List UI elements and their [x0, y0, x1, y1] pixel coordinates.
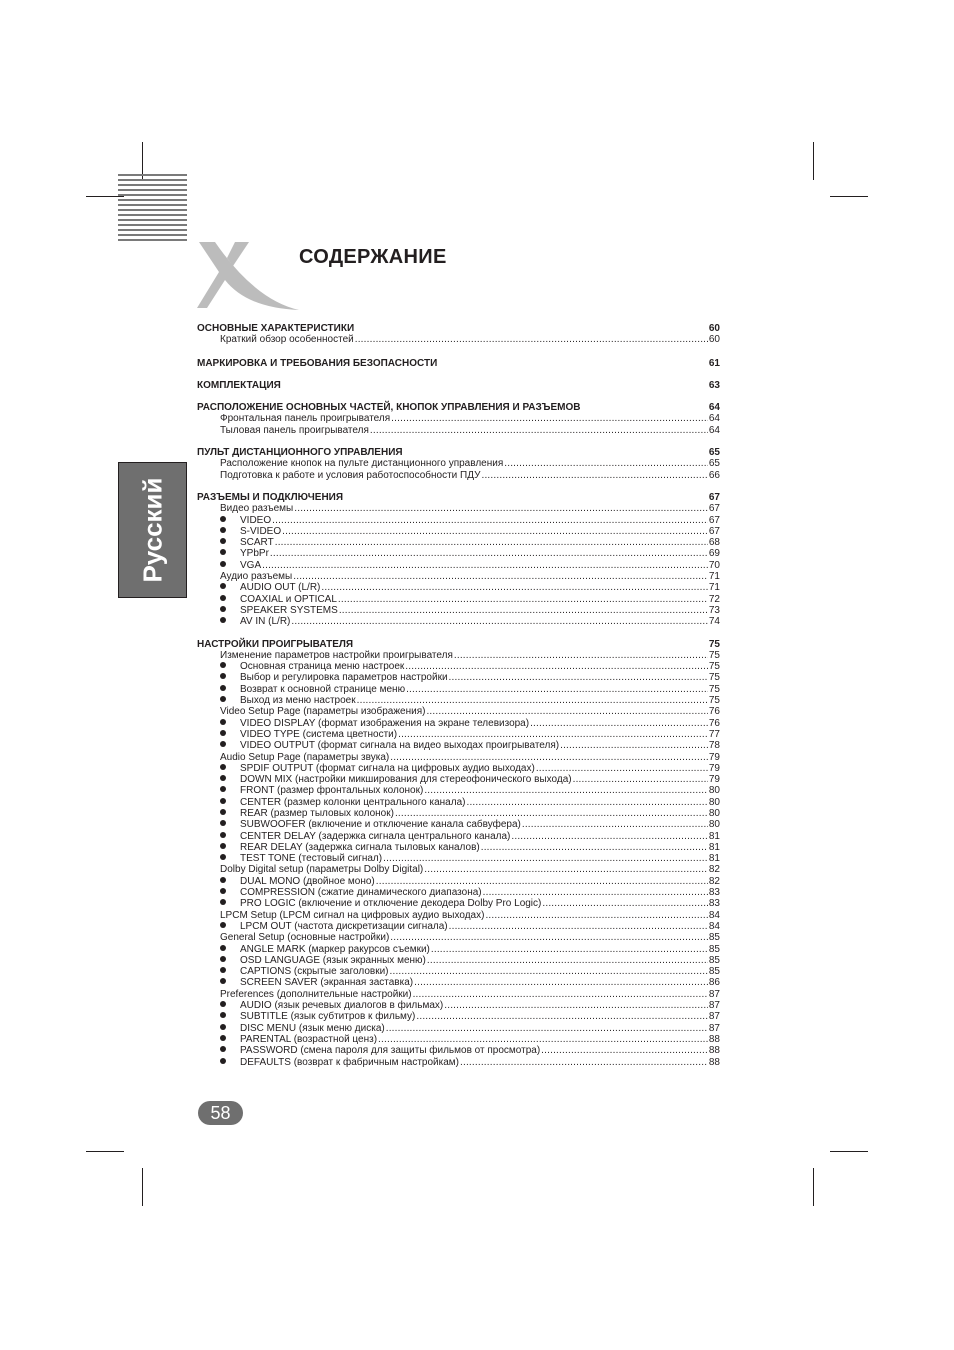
dot-leader — [481, 470, 707, 481]
bullet-icon — [220, 696, 226, 702]
toc-section-title: РАЗЪЕМЫ И ПОДКЛЮЧЕНИЯ — [197, 491, 344, 503]
dot-leader — [378, 1034, 708, 1045]
toc-page-number: 87 — [708, 1022, 720, 1034]
bullet-icon — [220, 922, 226, 928]
toc-entry-label: YPbPr — [240, 548, 269, 560]
toc-entry-label: AUDIO OUT (L/R) — [240, 582, 321, 594]
toc-entry-label: SCREEN SAVER (экранная заставка) — [240, 977, 414, 989]
toc-page-number: 81 — [708, 841, 720, 853]
toc-page-number: 85 — [708, 943, 720, 955]
toc-page-number: 72 — [708, 593, 720, 605]
toc-entry-label: Возврат к основной странице меню — [240, 683, 406, 695]
toc-page-number: 78 — [708, 740, 720, 752]
bullet-icon — [220, 786, 226, 792]
dot-leader — [357, 695, 708, 706]
toc-page-number: 79 — [708, 774, 720, 786]
toc-entry-label: OSD LANGUAGE (язык экранных меню) — [240, 954, 426, 966]
toc-section[interactable] — [197, 402, 720, 413]
toc-entry-label: LPCM OUT (частота дискретизации сигнала) — [240, 920, 448, 932]
page-number-badge: 58 — [198, 1101, 243, 1125]
dot-leader — [294, 503, 708, 514]
toc-entry[interactable] — [197, 864, 720, 875]
bullet-icon — [220, 1024, 226, 1030]
toc-page-number: 71 — [708, 582, 720, 594]
toc-page-number: 79 — [708, 762, 720, 774]
toc-bullet-entry[interactable] — [197, 548, 720, 559]
toc-entry-label: SCART — [240, 537, 274, 549]
toc-entry-label: Изменение параметров настройки проигрывателя — [220, 649, 453, 661]
bullet-icon — [220, 1001, 226, 1007]
bullet-icon — [220, 583, 226, 589]
toc-entry-label: VIDEO OUTPUT (формат сигнала на видео выходах проигрывателя) — [240, 740, 560, 752]
toc-page-number: 81 — [708, 830, 720, 842]
bullet-icon — [220, 764, 226, 770]
bullet-icon — [220, 549, 226, 555]
toc-entry-label: COAXIAL и OPTICAL — [240, 593, 337, 605]
toc-bullet-entry[interactable] — [197, 819, 720, 830]
toc-entry[interactable] — [197, 334, 720, 345]
toc-entry-label: Расположение кнопок на пульте дистанционного управления — [220, 458, 504, 470]
toc-page-number: 85 — [708, 932, 720, 944]
dot-leader — [504, 458, 708, 469]
toc-bullet-entry[interactable] — [197, 808, 720, 819]
x-brand-logo-icon — [195, 238, 303, 314]
toc-entry-label: VGA — [240, 559, 262, 571]
toc-bullet-entry[interactable] — [197, 1057, 720, 1068]
crop-mark — [813, 1168, 814, 1206]
toc-entry[interactable] — [197, 650, 720, 661]
toc-entry[interactable] — [197, 571, 720, 582]
toc-bullet-entry[interactable] — [197, 515, 720, 526]
toc-entry[interactable] — [197, 413, 720, 424]
dot-leader — [426, 706, 707, 717]
toc-bullet-entry[interactable] — [197, 537, 720, 548]
bullet-icon — [220, 719, 226, 725]
dot-leader — [460, 1057, 708, 1068]
toc-page-number: 60 — [708, 334, 720, 346]
toc-page-number: 87 — [708, 1011, 720, 1023]
toc-page-number: 88 — [708, 1045, 720, 1057]
dot-leader — [390, 932, 708, 943]
dot-leader — [483, 887, 708, 898]
page-title: СОДЕРЖАНИЕ — [299, 246, 447, 268]
dot-leader — [398, 729, 708, 740]
bullet-icon — [220, 888, 226, 894]
toc-section[interactable] — [197, 639, 720, 650]
dot-leader — [383, 853, 708, 864]
toc-entry-label: CENTER (размер колонки центрального канала) — [240, 796, 466, 808]
dot-leader — [522, 819, 708, 830]
toc-bullet-entry[interactable] — [197, 966, 720, 977]
decorative-stripes — [118, 174, 187, 244]
toc-page-number: 73 — [708, 604, 720, 616]
toc-section-title: КОМПЛЕКТАЦИЯ — [197, 379, 281, 391]
toc-section[interactable] — [197, 358, 720, 369]
toc-page-number: 75 — [708, 695, 720, 707]
toc-entry-label: Выход из меню настроек — [240, 695, 356, 707]
dot-leader — [485, 910, 707, 921]
toc-page-number: 80 — [708, 796, 720, 808]
bullet-icon — [220, 945, 226, 951]
toc-entry[interactable] — [197, 458, 720, 469]
dot-leader — [282, 526, 708, 537]
toc-bullet-entry[interactable] — [197, 1000, 720, 1011]
dot-leader — [275, 537, 708, 548]
bullet-icon — [220, 843, 226, 849]
toc-section[interactable] — [197, 380, 720, 391]
bullet-icon — [220, 561, 226, 567]
toc-entry-label: REAR DELAY (задержка сигнала тыловых каналов) — [240, 841, 480, 853]
toc-entry-label: Краткий обзор особенностей — [220, 334, 354, 346]
toc-entry-label: CENTER DELAY (задержка сигнала центрального канала) — [240, 830, 511, 842]
dot-leader — [414, 977, 708, 988]
language-tab-label: Русский — [137, 477, 167, 583]
toc-page-number: 66 — [708, 469, 720, 481]
toc-entry-label: FRONT (размер фронтальных колонок) — [240, 785, 424, 797]
toc-entry-label: Аудио разъемы — [220, 571, 293, 583]
dot-leader — [449, 921, 708, 932]
dot-leader — [291, 616, 707, 627]
toc-bullet-entry[interactable] — [197, 684, 720, 695]
table-of-contents — [197, 323, 720, 1068]
toc-page-number: 70 — [708, 559, 720, 571]
toc-entry-label: VIDEO TYPE (система цветности) — [240, 728, 398, 740]
toc-entry-label: Video Setup Page (параметры изображения) — [220, 706, 426, 718]
toc-page-number: 65 — [708, 447, 720, 459]
toc-entry-label: PARENTAL (возрастной ценз) — [240, 1033, 378, 1045]
dot-leader — [530, 718, 708, 729]
toc-page-number: 64 — [708, 424, 720, 436]
toc-page-number: 82 — [708, 864, 720, 876]
bullet-icon — [220, 956, 226, 962]
dot-leader — [406, 684, 708, 695]
toc-bullet-entry[interactable] — [197, 887, 720, 898]
toc-page-number: 85 — [708, 966, 720, 978]
toc-page-number: 80 — [708, 785, 720, 797]
dot-leader — [390, 752, 708, 763]
toc-entry-label: Dolby Digital setup (параметры Dolby Digital) — [220, 864, 424, 876]
toc-entry-label: SPEAKER SYSTEMS — [240, 604, 338, 616]
toc-entry-label: Audio Setup Page (параметры звука) — [220, 751, 390, 763]
toc-entry-label: CAPTIONS (скрытые заголовки) — [240, 966, 389, 978]
toc-bullet-entry[interactable] — [197, 785, 720, 796]
dot-leader — [541, 1045, 708, 1056]
toc-entry[interactable] — [197, 503, 720, 514]
toc-entry-label: ANGLE MARK (маркер ракурсов съемки) — [240, 943, 430, 955]
toc-entry[interactable] — [197, 752, 720, 763]
toc-entry[interactable] — [197, 470, 720, 481]
toc-entry[interactable] — [197, 932, 720, 943]
dot-leader — [573, 774, 708, 785]
toc-section-title: ОСНОВНЫЕ ХАРАКТЕРИСТИКИ — [197, 323, 355, 334]
bullet-icon — [220, 685, 226, 691]
toc-bullet-entry[interactable] — [197, 1011, 720, 1022]
toc-bullet-entry[interactable] — [197, 582, 720, 593]
dot-leader — [390, 966, 708, 977]
dot-leader — [355, 334, 708, 345]
toc-bullet-entry[interactable] — [197, 594, 720, 605]
bullet-icon — [220, 854, 226, 860]
toc-entry-label: SUBWOOFER (включение и отключение канала сабвуфера) — [240, 819, 521, 831]
toc-bullet-entry[interactable] — [197, 729, 720, 740]
dot-leader — [262, 560, 708, 571]
dot-leader — [542, 898, 708, 909]
toc-page-number: 75 — [708, 683, 720, 695]
toc-bullet-entry[interactable] — [197, 797, 720, 808]
toc-page-number: 71 — [708, 571, 720, 583]
toc-page-number: 80 — [708, 819, 720, 831]
dot-leader — [424, 785, 708, 796]
crop-mark — [86, 1151, 124, 1152]
dot-leader — [321, 582, 707, 593]
toc-section[interactable] — [197, 323, 720, 334]
toc-bullet-entry[interactable] — [197, 876, 720, 887]
toc-bullet-entry[interactable] — [197, 616, 720, 627]
dot-leader — [449, 672, 708, 683]
toc-bullet-entry[interactable] — [197, 526, 720, 537]
dot-leader — [536, 763, 708, 774]
toc-section-title: РАСПОЛОЖЕНИЕ ОСНОВНЫХ ЧАСТЕЙ, КНОПОК УПРАВЛЕНИЯ И РАЗЪЕМОВ — [197, 402, 581, 414]
toc-page-number: 64 — [708, 413, 720, 425]
toc-page-number: 81 — [708, 853, 720, 865]
toc-page-number: 61 — [708, 357, 720, 369]
bullet-icon — [220, 775, 226, 781]
toc-bullet-entry[interactable] — [197, 842, 720, 853]
toc-bullet-entry[interactable] — [197, 695, 720, 706]
toc-entry[interactable] — [197, 425, 720, 436]
bullet-icon — [220, 617, 226, 623]
dot-leader — [511, 831, 708, 842]
toc-page-number: 82 — [708, 875, 720, 887]
bullet-icon — [220, 662, 226, 668]
toc-entry-label: DISC MENU (язык меню диска) — [240, 1022, 385, 1034]
bullet-icon — [220, 820, 226, 826]
toc-bullet-entry[interactable] — [197, 774, 720, 785]
toc-page-number: 64 — [708, 402, 720, 414]
toc-entry[interactable] — [197, 910, 720, 921]
toc-page-number: 83 — [708, 898, 720, 910]
toc-entry[interactable] — [197, 706, 720, 717]
bullet-icon — [220, 595, 226, 601]
toc-bullet-entry[interactable] — [197, 661, 720, 672]
toc-page-number: 60 — [708, 323, 720, 334]
toc-bullet-entry[interactable] — [197, 921, 720, 932]
toc-entry-label: LPCM Setup (LPCM сигнал на цифровых аудио выходах) — [220, 909, 485, 921]
toc-bullet-entry[interactable] — [197, 898, 720, 909]
toc-bullet-entry[interactable] — [197, 672, 720, 683]
toc-page-number: 79 — [708, 751, 720, 763]
toc-entry-label: Тыловая панель проигрывателя — [220, 424, 369, 436]
dot-leader — [416, 1011, 708, 1022]
toc-entry-label: COMPRESSION (сжатие динамического диапазона) — [240, 887, 482, 899]
toc-page-number: 76 — [708, 717, 720, 729]
toc-section[interactable] — [197, 447, 720, 458]
toc-entry-label: AUDIO (язык речевых диалогов в фильмах) — [240, 1000, 444, 1012]
toc-bullet-entry[interactable] — [197, 977, 720, 988]
dot-leader — [391, 413, 708, 424]
toc-page-number: 80 — [708, 807, 720, 819]
toc-bullet-entry[interactable] — [197, 1023, 720, 1034]
toc-bullet-entry[interactable] — [197, 763, 720, 774]
toc-page-number: 86 — [708, 977, 720, 989]
toc-entry-label: Фронтальная панель проигрывателя — [220, 413, 391, 425]
toc-section-title: МАРКИРОВКА И ТРЕБОВАНИЯ БЕЗОПАСНОСТИ — [197, 357, 438, 369]
toc-page-number: 77 — [708, 728, 720, 740]
dot-leader — [405, 661, 708, 672]
toc-page-number: 67 — [708, 503, 720, 515]
bullet-icon — [220, 741, 226, 747]
dot-leader — [339, 605, 708, 616]
dot-leader — [293, 571, 708, 582]
bullet-icon — [220, 1058, 226, 1064]
toc-entry-label: VIDEO — [240, 514, 272, 526]
toc-entry-label: REAR (размер тыловых колонок) — [240, 807, 394, 819]
toc-entry-label: Видео разъемы — [220, 503, 294, 515]
toc-bullet-entry[interactable] — [197, 955, 720, 966]
toc-entry-label: Подготовка к работе и условия работоспособности ПДУ — [220, 469, 481, 481]
dot-leader — [427, 955, 708, 966]
toc-page-number: 67 — [708, 491, 720, 503]
toc-entry-label: VIDEO DISPLAY (формат изображения на экране телевизора) — [240, 717, 530, 729]
toc-entry-label: SUBTITLE (язык субтитров к фильму) — [240, 1011, 416, 1023]
dot-leader — [386, 1023, 708, 1034]
toc-entry-label: DUAL MONO (двойное моно) — [240, 875, 375, 887]
toc-page-number: 83 — [708, 887, 720, 899]
toc-bullet-entry[interactable] — [197, 605, 720, 616]
toc-bullet-entry[interactable] — [197, 1034, 720, 1045]
bullet-icon — [220, 798, 226, 804]
toc-entry-label: SPDIF OUTPUT (формат сигнала на цифровых аудио выходах) — [240, 762, 535, 774]
toc-page-number: 74 — [708, 616, 720, 628]
bullet-icon — [220, 538, 226, 544]
toc-page-number: 87 — [708, 1000, 720, 1012]
toc-entry-label: DEFAULTS (возврат к фабричным настройкам) — [240, 1056, 459, 1068]
toc-bullet-entry[interactable] — [197, 944, 720, 955]
toc-page-number: 88 — [708, 1033, 720, 1045]
bullet-icon — [220, 673, 226, 679]
dot-leader — [270, 548, 708, 559]
toc-entry-label: AV IN (L/R) — [240, 616, 291, 628]
bullet-icon — [220, 1046, 226, 1052]
bullet-icon — [220, 967, 226, 973]
toc-entry-label: Preferences (дополнительные настройки) — [220, 988, 412, 1000]
toc-page-number: 63 — [708, 379, 720, 391]
crop-mark — [830, 196, 868, 197]
toc-page-number: 75 — [708, 661, 720, 673]
bullet-icon — [220, 809, 226, 815]
toc-page-number: 87 — [708, 988, 720, 1000]
dot-leader — [481, 842, 708, 853]
dot-leader — [338, 594, 708, 605]
bullet-icon — [220, 877, 226, 883]
dot-leader — [444, 1000, 708, 1011]
toc-page-number: 67 — [708, 514, 720, 526]
toc-entry-label: Выбор и регулировка параметров настройки — [240, 672, 448, 684]
toc-page-number: 85 — [708, 954, 720, 966]
toc-page-number: 75 — [708, 649, 720, 661]
dot-leader — [424, 864, 708, 875]
toc-bullet-entry[interactable] — [197, 1045, 720, 1056]
bullet-icon — [220, 606, 226, 612]
toc-section-title: ПУЛЬТ ДИСТАНЦИОННОГО УПРАВЛЕНИЯ — [197, 447, 403, 459]
toc-bullet-entry[interactable] — [197, 853, 720, 864]
bullet-icon — [220, 1012, 226, 1018]
bullet-icon — [220, 899, 226, 905]
toc-section[interactable] — [197, 492, 720, 503]
toc-page-number: 84 — [708, 920, 720, 932]
toc-entry-label: S-VIDEO — [240, 525, 282, 537]
dot-leader — [395, 808, 708, 819]
toc-page-number: 75 — [708, 672, 720, 684]
dot-leader — [370, 425, 708, 436]
crop-mark — [830, 1151, 868, 1152]
toc-page-number: 84 — [708, 909, 720, 921]
dot-leader — [560, 740, 708, 751]
toc-page-number: 68 — [708, 537, 720, 549]
toc-entry-label: Основная страница меню настроек — [240, 661, 405, 673]
dot-leader — [413, 989, 708, 1000]
bullet-icon — [220, 832, 226, 838]
toc-entry-label: PRO LOGIC (включение и отключение декодера Dolby Pro Logic) — [240, 898, 542, 910]
toc-page-number: 75 — [708, 638, 720, 650]
toc-bullet-entry[interactable] — [197, 740, 720, 751]
crop-mark — [142, 1168, 143, 1206]
language-tab — [118, 462, 187, 598]
bullet-icon — [220, 730, 226, 736]
dot-leader — [272, 515, 708, 526]
dot-leader — [376, 876, 708, 887]
toc-entry-label: DOWN MIX (настройки микширования для стереофонического выхода) — [240, 774, 572, 786]
bullet-icon — [220, 1035, 226, 1041]
toc-entry[interactable] — [197, 989, 720, 1000]
toc-bullet-entry[interactable] — [197, 718, 720, 729]
toc-bullet-entry[interactable] — [197, 560, 720, 571]
toc-page-number: 69 — [708, 548, 720, 560]
toc-section-title: НАСТРОЙКИ ПРОИГРЫВАТЕЛЯ — [197, 638, 354, 650]
dot-leader — [454, 650, 708, 661]
toc-page-number: 65 — [708, 458, 720, 470]
toc-entry-label: General Setup (основные настройки) — [220, 932, 390, 944]
toc-entry-label: PASSWORD (смена пароля для защиты фильмов от просмотра) — [240, 1045, 541, 1057]
toc-entry-label: TEST TONE (тестовый сигнал) — [240, 853, 383, 865]
bullet-icon — [220, 978, 226, 984]
bullet-icon — [220, 516, 226, 522]
dot-leader — [431, 944, 708, 955]
crop-mark — [813, 142, 814, 180]
toc-bullet-entry[interactable] — [197, 831, 720, 842]
dot-leader — [466, 797, 707, 808]
toc-page-number: 76 — [708, 706, 720, 718]
bullet-icon — [220, 527, 226, 533]
toc-page-number: 67 — [708, 525, 720, 537]
toc-page-number: 88 — [708, 1056, 720, 1068]
